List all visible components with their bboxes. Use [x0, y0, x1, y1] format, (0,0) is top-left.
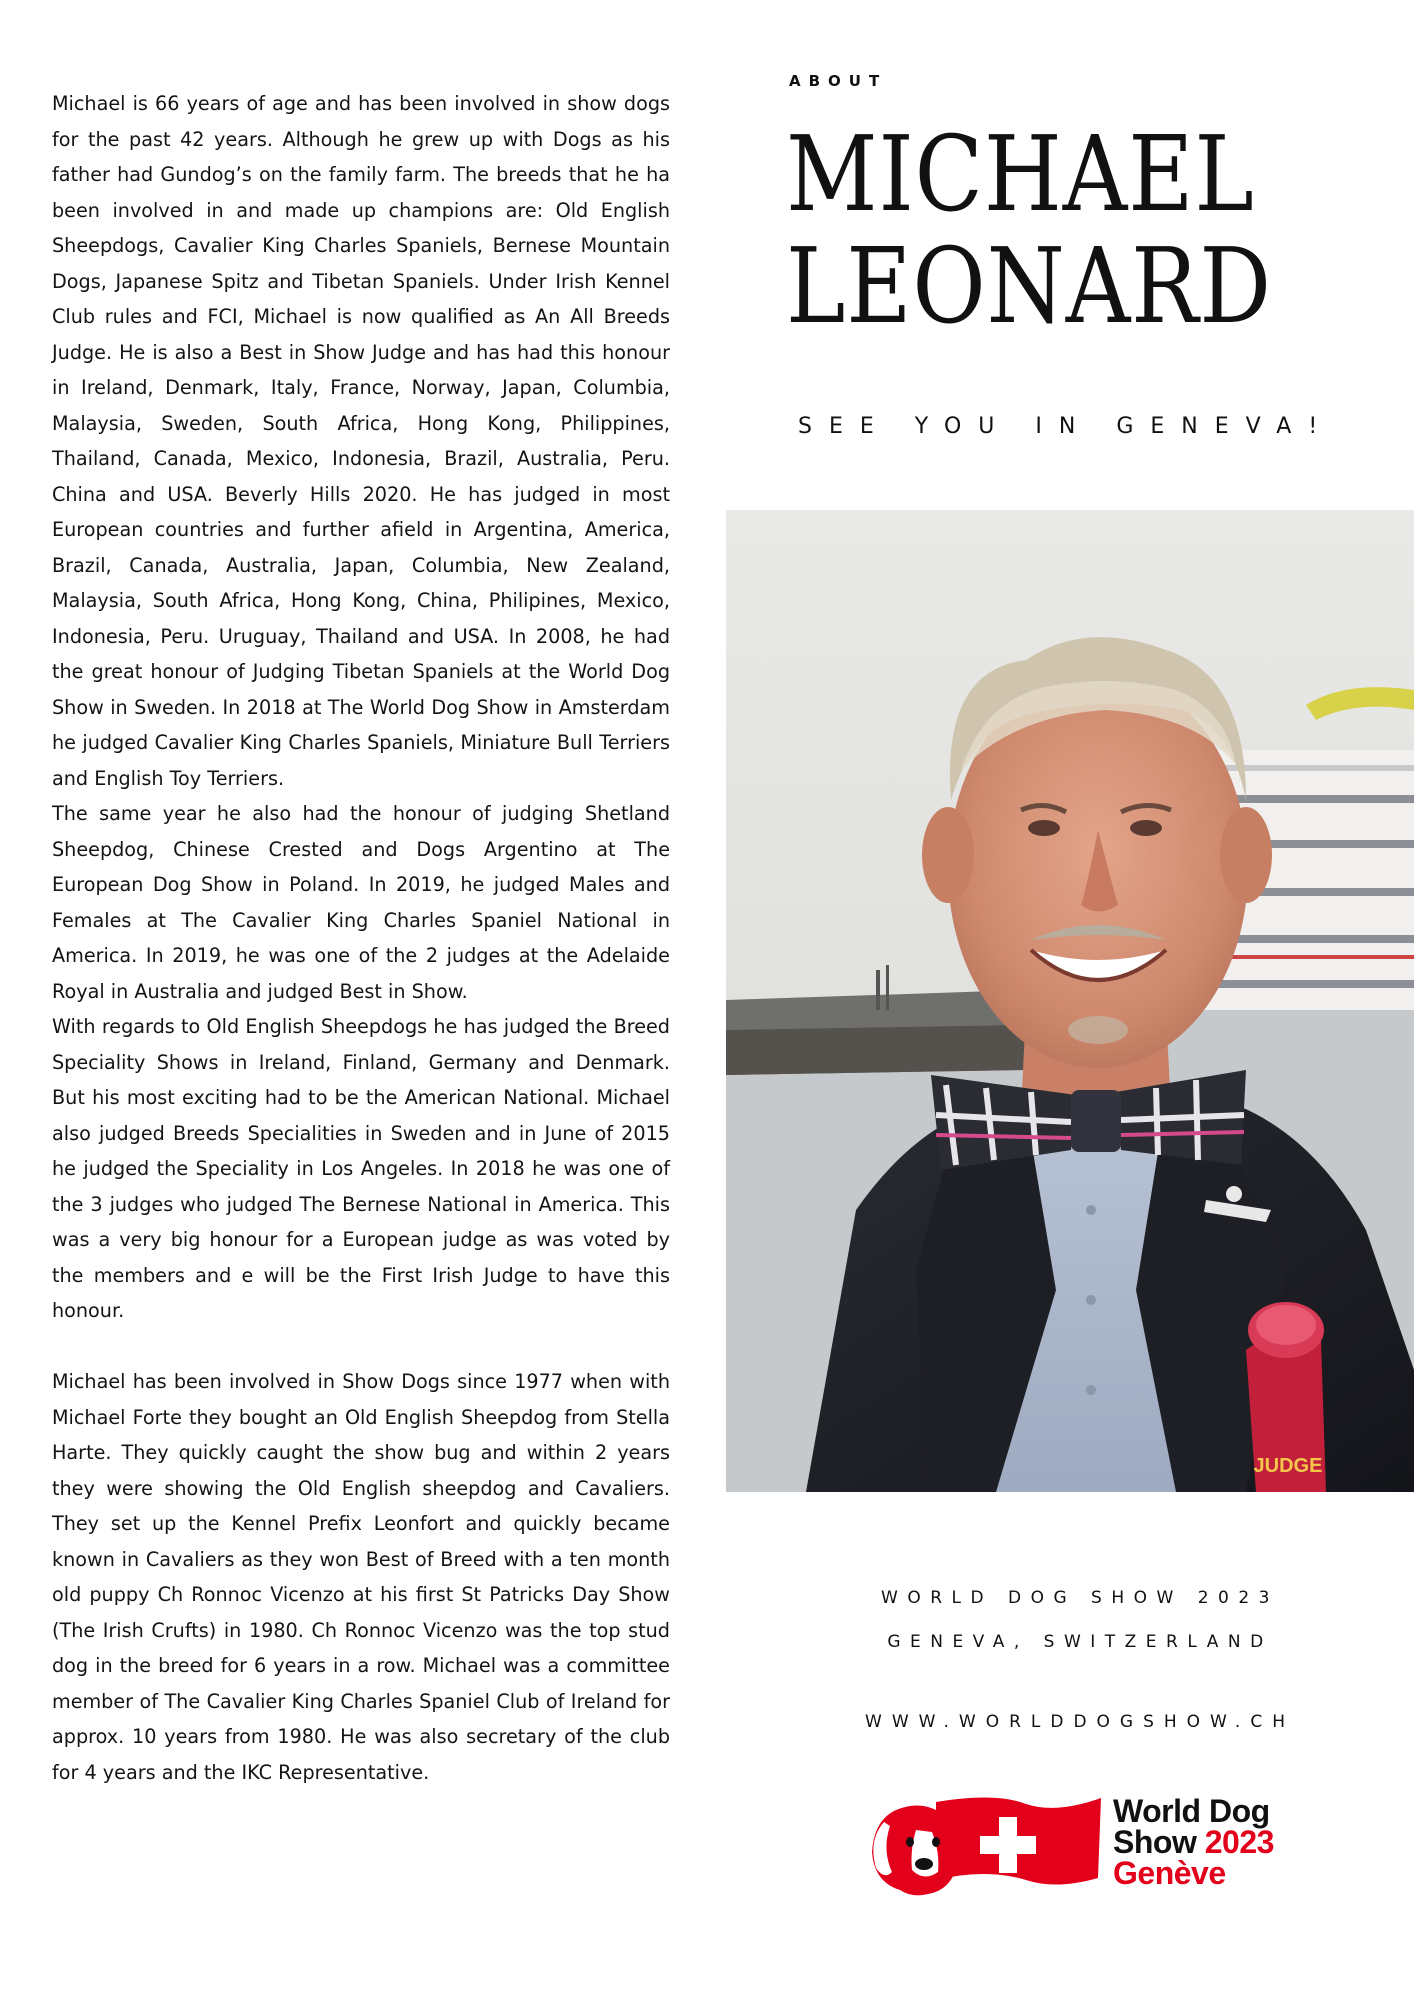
- logo-year: 2023: [1204, 1824, 1274, 1860]
- bio-paragraph-4: Michael has been involved in Show Dogs since 1977 when with Michael Forte they bought an Old English Sheepdog from Stella Harte. They quickly caught the show bug and within 2 years they were showing the Old English sheepdog and Cavaliers. They set up the Kennel Prefix Leonfort and quickly became known in Cavaliers as they won Best of Breed with a ten month old puppy Ch Ronnoc Vicenzo at his first St Patricks Day Show (The Irish Crufts) in 1980. Ch Ronnoc Vicenzo was the top stud dog in the breed for 6 years in a row. Michael was a committee member of The Cavalier King Charles Spaniel Club of Ireland for approx. 10 years from 1980. He was also secretary of the club for 4 years and the IKC Representative.: [52, 1370, 670, 1784]
- event-location: GENEVA, SWITZERLAND: [887, 1632, 1273, 1652]
- logo-line-2: [1113, 1824, 1274, 1860]
- bio-paragraph-3: With regards to Old English Sheepdogs he has judged the Breed Speciality Shows in Ireland, Finland, Germany and Denmark. But his most exciting had to be the American National. Michael also judged Breeds Specialities in Sweden and in June of 2015 he judged the Speciality in Los Angeles. In 2018 he was one of the 3 judges who judged The Bernese National in America. This was a very big honour for a European judge as was voted by the members and e will be the First Irish Judge to have this honour.: [52, 1015, 670, 1322]
- logo-city: Genève: [1113, 1855, 1226, 1891]
- judge-last-name: LEONARD: [786, 225, 1272, 347]
- judge-badge-text: JUDGE: [1253, 1455, 1323, 1477]
- judge-first-name: MICHAEL: [786, 113, 1255, 235]
- event-name: WORLD DOG SHOW 2023: [881, 1588, 1279, 1608]
- logo-wordmark: [1113, 1793, 1274, 1891]
- judge-portrait-photo: [726, 510, 1414, 1492]
- about-kicker: ABOUT: [789, 72, 888, 90]
- world-dog-show-logo: [866, 1790, 1326, 1900]
- bio-text-column: [52, 86, 670, 1790]
- bio-paragraph-1: Michael is 66 years of age and has been involved in show dogs for the past 42 years. Although he grew up with Dogs as his father had Gundog’s on the family farm. The breeds that he ha been involved in and made up champions are: Old English Sheepdogs, Cavalier King Charles Spaniels, Bernese Mountain Dogs, Japanese Spitz and Tibetan Spaniels. Under Irish Kennel Club rules and FCI, Michael is now qualified as An All Breeds Judge. He is also a Best in Show Judge and has had this honour in Ireland, Denmark, Italy, France, Norway, Japan, Columbia, Malaysia, Sweden, South Africa, Hong Kong, Philippines, Thailand, Canada, Mexico, Indonesia, Brazil, Australia, Peru. China and USA. Beverly Hills 2020. He has judged in most European countries and further afield in Argentina, America, Brazil, Canada, Australia, Japan, Columbia, New Zealand, Malaysia, South Africa, Hong Kong, China, Philipines, Mexico, Indonesia, Peru. Uruguay, Thailand and USA. In 2008, he had the great honour of Judging Tibetan Spaniels at the World Dog Show in Sweden. In 2018 at The World Dog Show in Amsterdam he judged Cavalier King Charles Spaniels, Miniature Bull Terriers and English Toy Terriers.: [52, 92, 670, 790]
- logo-show-word: Show: [1113, 1824, 1205, 1860]
- tagline: SEE YOU IN GENEVA!: [798, 414, 1335, 439]
- logo-line-1: World Dog: [1113, 1793, 1270, 1829]
- bio-paragraph-2: The same year he also had the honour of judging Shetland Sheepdog, Chinese Crested and Dogs Argentino at The European Dog Show in Poland. In 2019, he judged Males and Females at The Cavalier King Charles Spaniel National in America. In 2019, he was one of the 2 judges at the Adelaide Royal in Australia and judged Best in Show.: [52, 802, 670, 1003]
- judge-name: [786, 113, 1272, 347]
- dog-flag-emblem-icon: [866, 1790, 1106, 1900]
- event-website-link[interactable]: WWW.WORLDDOGSHOW.CH: [865, 1712, 1295, 1732]
